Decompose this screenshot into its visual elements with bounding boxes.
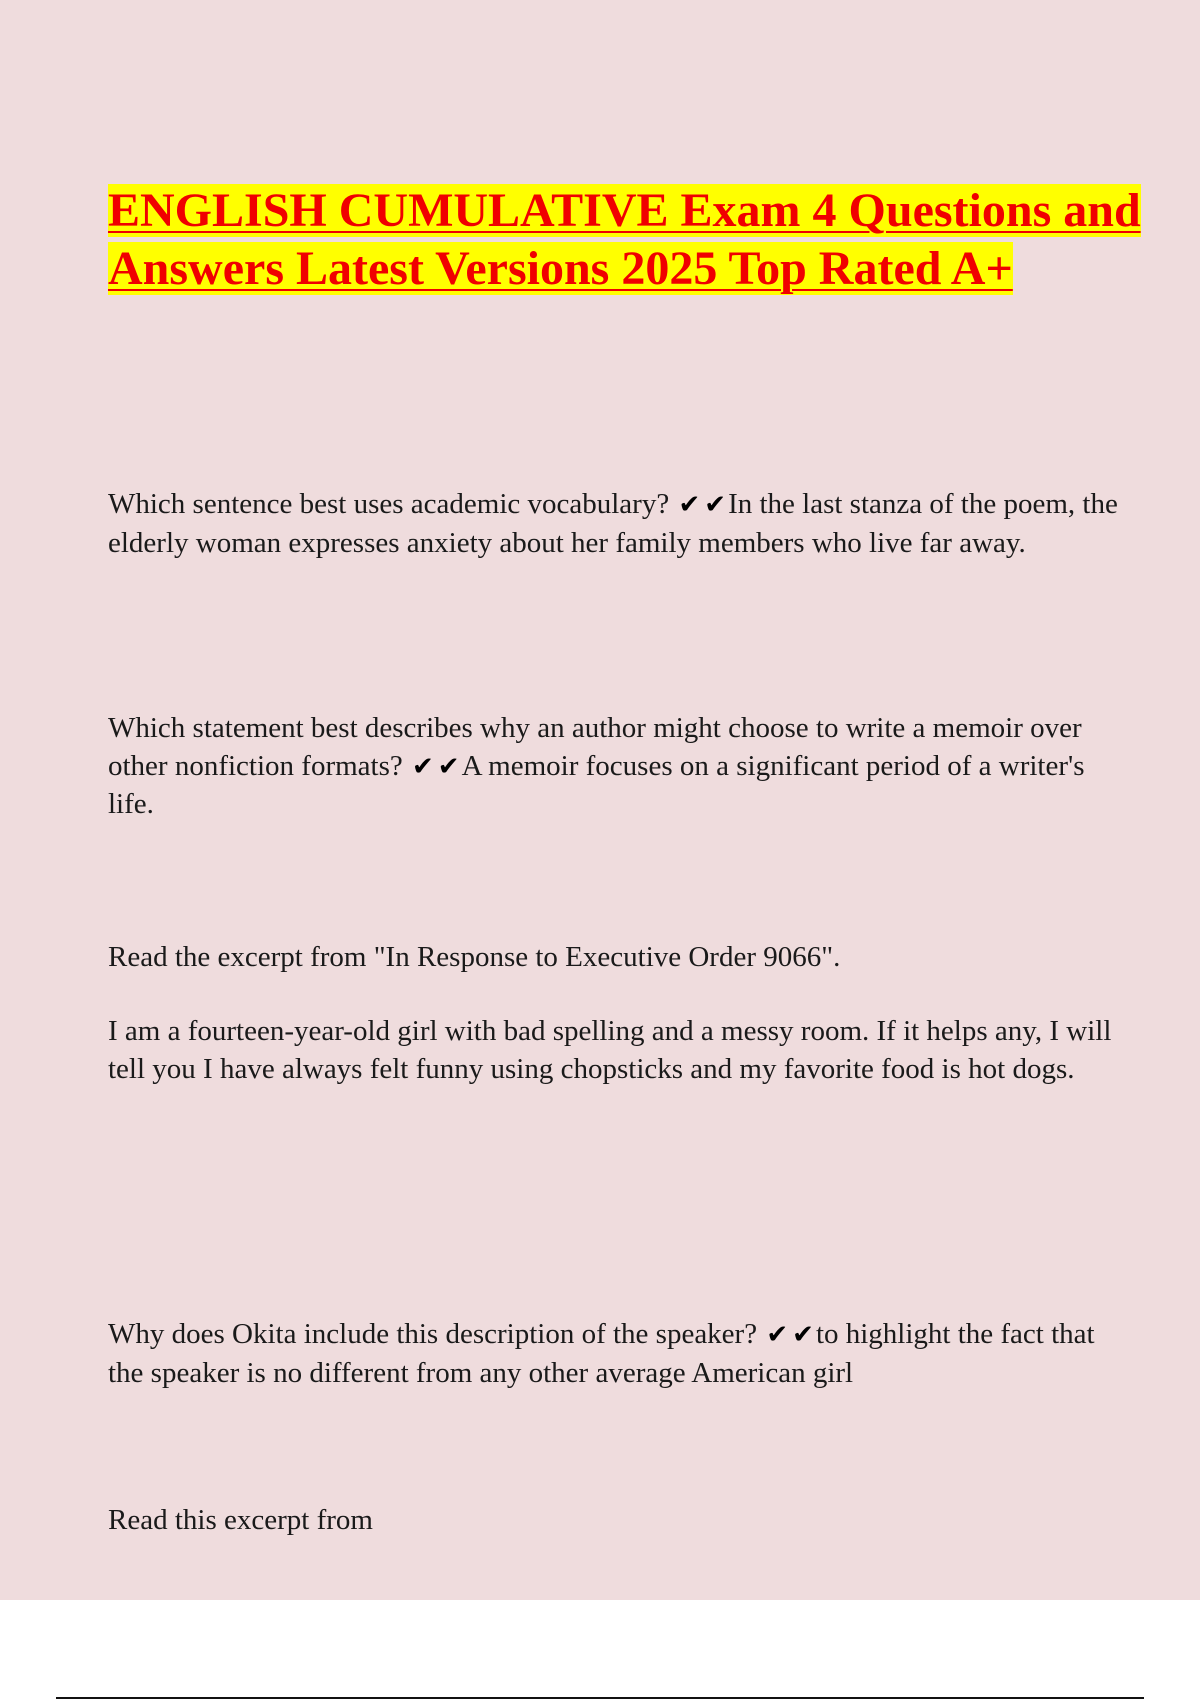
check-icon: ✔ [412,751,434,782]
question-2 [108,710,1128,824]
paragraph-text: I am a fourteen-year-old girl with bad spelling and a messy room. If it helps any, I will tell you I have always felt funny using chopsticks and my favorite food is hot dogs. [108,1015,1112,1085]
footer-divider [56,1697,1144,1699]
paragraph-text: Read the excerpt from "In Response to Executive Order 9066". [108,941,841,973]
question-text: Why does Okita include this description of the speaker? [108,1318,758,1350]
excerpt-passage [108,1013,1128,1088]
answer-text: In the last stanza of the poem, the elderly woman expresses anxiety about her family members who live far away. [108,488,1118,559]
check-icon: ✔ [678,490,701,520]
answer-text: to highlight the fact that the speaker is no different from any other average American girl [108,1318,1095,1389]
answer-text: A memoir focuses on a significant period of a writer's life. [108,749,1085,820]
check-icon: ✔ [704,490,727,520]
document-title-text: ENGLISH CUMULATIVE Exam 4 Questions and Answers Latest Versions 2025 Top Rated A+ [108,184,1141,295]
check-icon: ✔ [792,1320,814,1350]
excerpt-intro [108,939,1128,977]
excerpt-intro-2 [108,1502,1128,1540]
question-text: Which statement best describes why an author might choose to write a memoir over other nonfiction formats? [108,712,1082,782]
question-1 [108,486,1128,562]
check-icon: ✔ [437,751,460,782]
document-title [108,182,1148,298]
question-text: Which sentence best uses academic vocabulary? [108,488,670,520]
check-icon: ✔ [766,1320,789,1350]
question-3 [108,1316,1128,1392]
paragraph-text: Read this excerpt from [108,1504,373,1536]
